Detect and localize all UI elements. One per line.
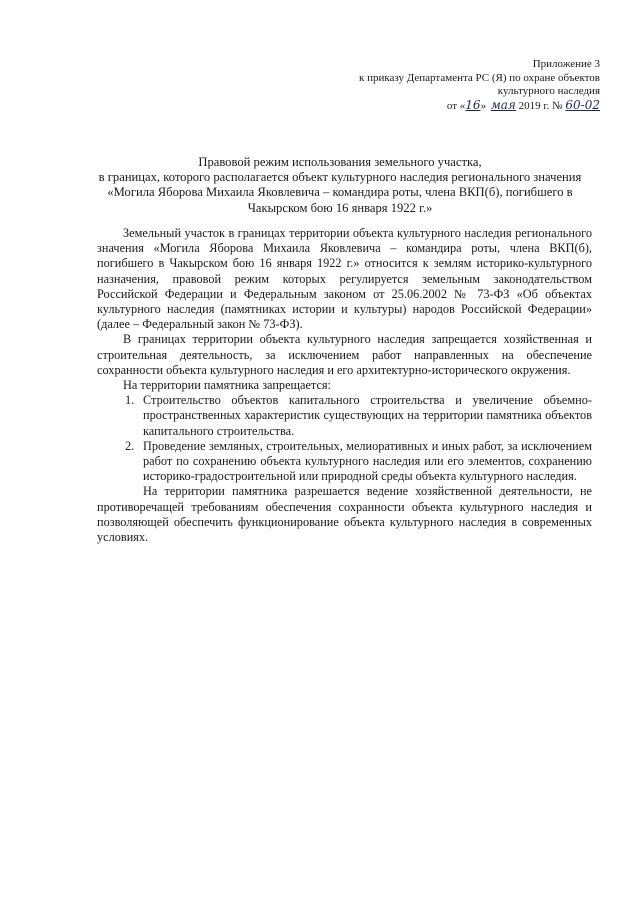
paragraph-land-status: Земельный участок в границах территории объекта культурного наследия регионального значения «Могила Яборова Михаила Яковлевича – командира роты, члена ВКП(б), погибшего в Чакырском бою 16 января 1922 г.» относится к землям историко-культурного назначения, правовой режим которых регулируется земельным законодательством Российской Федерации и Федеральным законом от 25.06.2002 № 73-ФЗ «Об объектах культурного наследия (памятниках истории и культуры) народов Российской Федерации» (далее – Федеральный закон № 73-ФЗ).	[97, 226, 592, 332]
appendix-header	[359, 58, 600, 113]
title-line-4: Чакырском бою 16 января 1922 г.»	[247, 200, 433, 215]
list-item-text: Проведение земляных, строительных, мелиоративных и иных работ, за исключением работ по сохранению объекта культурного наследия или его элементов, сохранению историко-градостроительной или природной среды объекта культурного наследия.	[143, 438, 592, 484]
paragraph-allowed: На территории памятника разрешается ведение хозяйственной деятельности, не противоречащей требованиям обеспечения сохранности объекта культурного наследия и позволяющей обеспечить функционирование объекта культурного наследия в современных условиях.	[97, 484, 592, 545]
title-line-1: Правовой режим использования земельного участка,	[198, 155, 482, 169]
title-line-3: «Могила Яборова Михаила Яковлевича – командира роты, члена ВКП(б), погибшего в	[107, 185, 573, 200]
list-item-text: Строительство объектов капитального строительства и увеличение объемно-пространственных характеристик существующих на территории памятника объектов капитального строительства.	[143, 393, 592, 438]
appendix-date-line	[359, 99, 600, 114]
prohibited-heading: На территории памятника запрещается:	[123, 378, 331, 393]
appendix-number: Приложение 3	[532, 58, 600, 70]
document-body	[97, 226, 592, 545]
date-quote-close: »	[480, 99, 487, 112]
handwritten-month: мая	[490, 97, 516, 112]
list-item-number: 1.	[125, 393, 135, 408]
appendix-order-reference: к приказу Департамента РС (Я) по охране объектов	[358, 71, 600, 84]
paragraph-restrictions: В границах территории объекта культурного наследия запрещается хозяйственная и строительная деятельность, за исключением работ направленных на обеспечение сохранности объекта культурного наследия и его архитектурно-исторического окружения.	[97, 332, 592, 377]
list-item	[97, 439, 592, 485]
date-year: 2019 г. №	[518, 99, 563, 112]
list-item-number: 2.	[125, 438, 135, 453]
prohibited-list	[97, 393, 592, 484]
document-title	[70, 155, 610, 216]
date-prefix: от «	[446, 99, 466, 112]
handwritten-day: 16	[465, 97, 481, 112]
handwritten-doc-number: 60-02	[565, 97, 600, 112]
appendix-order-reference-cont: культурного наследия	[497, 85, 600, 97]
list-item	[97, 393, 592, 439]
title-line-2: в границах, которого располагается объект культурного наследия регионального значения	[98, 170, 582, 185]
